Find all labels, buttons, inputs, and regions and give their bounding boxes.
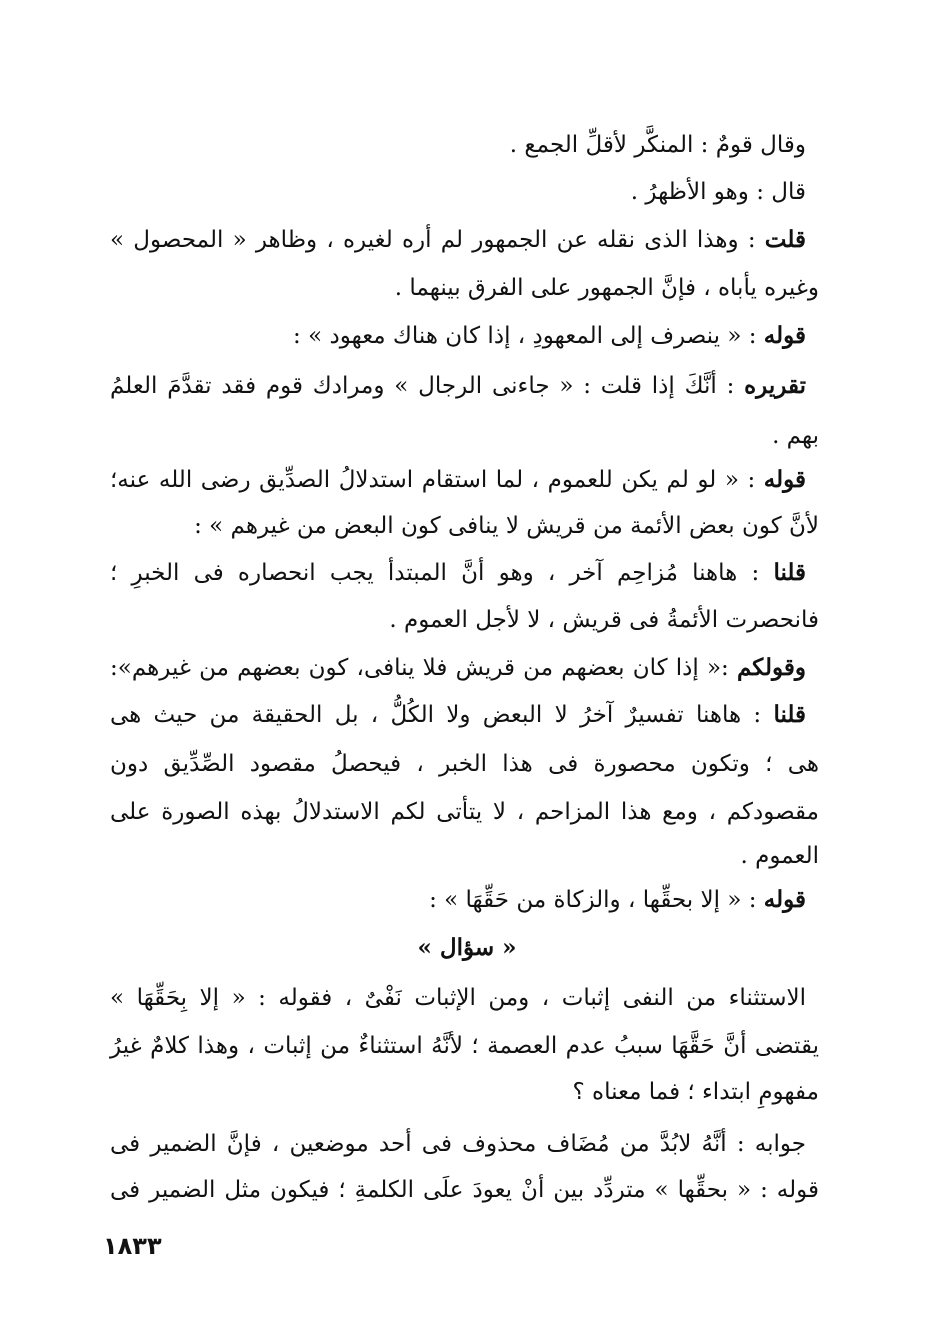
line-text: : هاهنا مُزاحِم آخر ، وهو أنَّ المبتدأ يجب انحصاره فى الخبرِ ؛ [110, 560, 774, 586]
text-line [110, 648, 806, 688]
line-lead: قلنا [773, 559, 806, 586]
text-line [110, 268, 819, 308]
line-text: مفهومِ ابتداء ؛ فما معناه ؟ [572, 1079, 819, 1105]
heading-text: « سؤال » [417, 934, 517, 961]
text-line [110, 220, 806, 260]
line-text: وغيره يأباه ، فإنَّ الجمهور على الفرق بينهما . [394, 275, 819, 301]
line-text: لأنَّ كون بعض الأئمة من قريش لا ينافى كون البعض من غيرهم » : [194, 513, 819, 539]
line-text: فانحصرت الأئمةُ فى قريش ، لا لأجل العموم . [389, 607, 819, 633]
line-text: : هاهنا تفسيرٌ آخرُ لا البعض ولا الكُلُّ ، بل الحقيقة من حيث هى [110, 702, 774, 728]
text-line [110, 506, 819, 546]
line-text: مقصودكم ، ومع هذا المزاحم ، لا يتأتى لكم الاستدلالُ بهذه الصورة على [110, 799, 819, 825]
line-text: العموم . [740, 843, 819, 869]
line-text: قال : وهو الأظهرُ . [630, 179, 806, 205]
line-lead: قوله [763, 322, 806, 349]
text-line [110, 600, 819, 640]
line-text: جوابه : أنَّهُ لابُدَّ من مُضَاف محذوف فى أحد موضعين ، فإنَّ الضمير فى [110, 1131, 806, 1157]
line-text: يقتضى أنَّ حَقَّهَا سببُ عدم العصمة ؛ لأنَّهُ استثناءٌ من إثبات ، وهذا كلامٌ غيرُ [110, 1033, 819, 1059]
line-lead: قلت [764, 226, 806, 253]
text-line [110, 172, 806, 212]
line-text: : أنَّكَ إذا قلت : « جاءنى الرجال » ومرادك قوم فقد تقدَّمَ العلمُ [110, 373, 745, 399]
line-text: الاستثناء من النفى إثبات ، ومن الإثبات نَفْىٌ ، فقوله : « إلا بِحَقِّهَا » [110, 985, 806, 1011]
line-text: : « إلا بحقِّها ، والزكاة من حَقِّهَا » : [429, 887, 764, 913]
text-line [110, 880, 806, 920]
page-number: ١٨٣٣ [103, 1232, 162, 1260]
text-line [110, 836, 819, 876]
text-line [110, 125, 806, 165]
text-line [110, 744, 819, 784]
text-line [110, 416, 819, 456]
line-lead: قلنا [773, 701, 806, 728]
text-line [110, 460, 806, 500]
text-line [110, 1026, 819, 1066]
text-line [110, 1072, 819, 1112]
line-text: قوله : « بحقِّها » متردِّد بين أنْ يعودَ علَى الكلمةِ ؛ فيكون مثل الضمير فى [110, 1177, 819, 1203]
line-text: : « لو لم يكن للعموم ، لما استقام استدلالُ الصدِّيق رضى الله عنه؛ [110, 467, 764, 493]
text-line [110, 1124, 806, 1164]
line-text: وقال قومٌ : المنكَّر لأقلِّ الجمع . [509, 132, 806, 158]
line-text: : « ينصرف إلى المعهودِ ، إذا كان هناك معهود » : [293, 323, 764, 349]
line-lead: قوله [763, 466, 806, 493]
line-text: هى ؛ وتكون محصورة فى هذا الخبر ، فيحصلُ مقصود الصِّدِّيق دون [110, 751, 819, 777]
line-text: : وهذا الذى نقله عن الجمهور لم أره لغيره ، وظاهر « المحصول » [110, 227, 765, 253]
line-lead: وقولكم [737, 654, 806, 681]
text-line [110, 695, 806, 735]
text-line [110, 366, 806, 406]
text-line [110, 792, 819, 832]
line-lead: تقريره [744, 372, 806, 399]
line-text: :« إذا كان بعضهم من قريش فلا ينافى، كون بعضهم من غيرهم»: [110, 655, 737, 681]
section-heading [0, 928, 934, 968]
text-line [110, 553, 806, 593]
line-lead: قوله [763, 886, 806, 913]
text-line [110, 316, 806, 356]
line-text: بهم . [772, 423, 819, 449]
text-line [110, 1170, 819, 1210]
text-line [110, 978, 806, 1018]
